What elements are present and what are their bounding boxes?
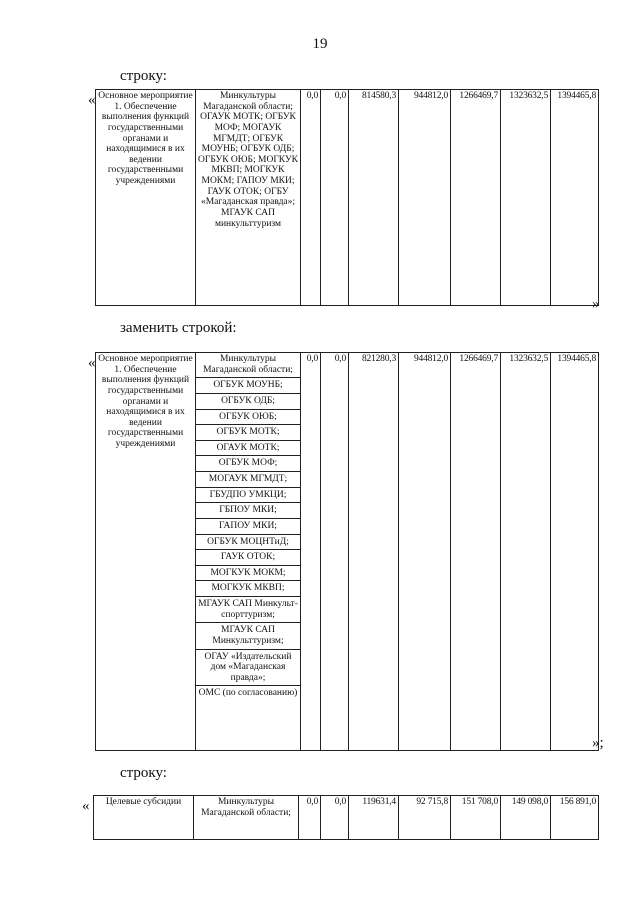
org-item: МГАУК САП Минкульттуризм; [196,622,300,646]
old-measure-name: Основное мероприятие 1. Обеспечение выполнения функций государственными органами и находящимися в их ведении государственными учреждениями [96,90,196,306]
new-value-2: 0,0 [321,353,349,751]
org-item: ОМС (по согласованию) [196,685,300,699]
org-item: ГАУК ОТОК; [196,549,300,563]
new-measure-name: Основное мероприятие 1. Обеспечение выполнения функций государственными органами и находящимися в их ведении государственными учреждениями [96,353,196,751]
org-item: МОГКУК МОКМ; [196,565,300,579]
table-new-row [95,352,599,751]
org-item: МОГКУК МКВП; [196,580,300,594]
old-value-3: 814580,3 [349,90,399,306]
new-organizations [196,353,301,751]
label-row-2: строку: [120,765,167,781]
old-value-4: 944812,0 [399,90,451,306]
org-item: ОГБУК ОДБ; [196,393,300,407]
org-item: ОГБУК МОФ; [196,455,300,469]
new-value-4: 944812,0 [399,353,451,751]
subsidy-value-5: 151 708,0 [451,796,501,840]
org-item: ГБУДПО УМКЦИ; [196,487,300,501]
org-item: ОГАУ «Издательский дом «Магаданская правда»; [196,649,300,684]
subsidy-value-7: 156 891,0 [551,796,599,840]
subsidy-value-4: 92 715,8 [399,796,451,840]
new-value-5: 1266469,7 [451,353,501,751]
quote-open-2: « [88,355,96,371]
subsidy-organizations: Минкультуры Магаданской области; [194,796,299,840]
old-value-7: 1394465,8 [551,90,599,306]
org-item: ОГБУК МОУНБ; [196,377,300,391]
org-item: ГАПОУ МКИ; [196,518,300,532]
subsidy-name: Целевые субсидии [94,796,194,840]
org-item: ОГБУК ОЮБ; [196,409,300,423]
subsidy-value-6: 149 098,0 [501,796,551,840]
org-item: ГБПОУ МКИ; [196,502,300,516]
quote-close-1: » [592,296,600,312]
quote-close-2: »; [592,735,604,751]
subsidy-value-2: 0,0 [321,796,349,840]
table-old-row [95,89,599,306]
subsidy-value-3: 119631,4 [349,796,399,840]
org-item: Минкультуры Магаданской области; [203,354,293,375]
org-item: ОГБУК МОТК; [196,424,300,438]
new-value-1: 0,0 [301,353,321,751]
subsidy-value-1: 0,0 [299,796,321,840]
old-value-6: 1323632,5 [501,90,551,306]
org-item: МГАУК САП Минкульт-спорттуризм; [196,596,300,620]
org-item: ОГАУК МОТК; [196,440,300,454]
page-number: 19 [312,36,328,52]
org-item: ОГБУК МОЦНТиД; [196,534,300,548]
label-row: строку: [120,68,167,84]
old-value-5: 1266469,7 [451,90,501,306]
new-value-7: 1394465,8 [551,353,599,751]
new-value-6: 1323632,5 [501,353,551,751]
quote-open-1: « [88,92,96,108]
old-value-1: 0,0 [301,90,321,306]
table-subsidies-row [93,795,599,840]
new-value-3: 821280,3 [349,353,399,751]
org-item: МОГАУК МГМДТ; [196,471,300,485]
label-replace: заменить строкой: [120,320,237,336]
old-value-2: 0,0 [321,90,349,306]
quote-open-3: « [82,798,90,814]
old-organizations: Минкультуры Магаданской области; ОГАУК МОТК; ОГБУК МОФ; МОГАУК МГМДТ; ОГБУК МОУНБ; ОГБУК ОДБ; ОГБУК ОЮБ; МОГКУК МКВП; МОГКУК МОКМ; ГАПОУ МКИ; ГАУК ОТОК; ОГБУ «Магаданская правда»; МГАУК САП минкульттуризм [196,90,301,306]
